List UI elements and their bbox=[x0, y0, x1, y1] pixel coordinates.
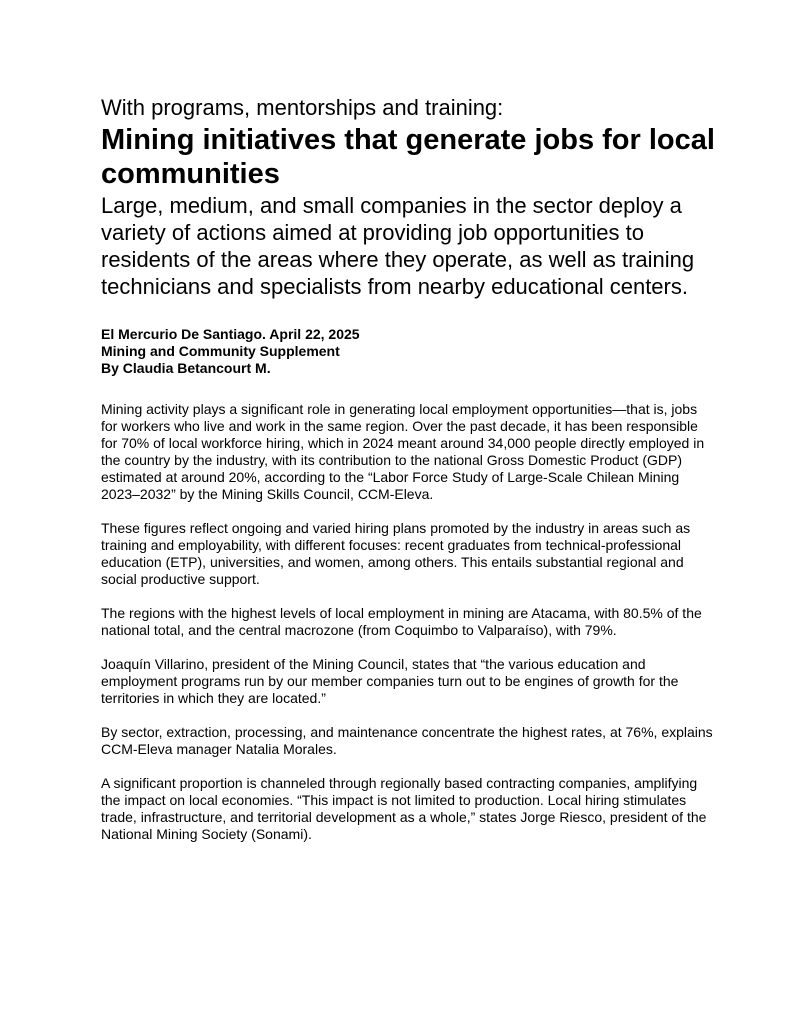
body-paragraph: The regions with the highest levels of local employment in mining are Atacama, with 80.5% of the national total, and the central macrozone (from Coquimbo to Valparaíso), with 79%. bbox=[101, 605, 702, 638]
article bbox=[101, 94, 716, 860]
body-paragraph: Joaquín Villarino, president of the Mining Council, states that “the various education and employment programs run by our member companies turn out to be engines of growth for the territories in which they are located.” bbox=[101, 656, 679, 706]
byline bbox=[101, 326, 716, 377]
article-body bbox=[101, 401, 716, 843]
body-paragraph: Mining activity plays a significant role in generating local employment opportunities—that is, jobs for workers who live and work in the same region. Over the past decade, it has been responsible for 70% of local workforce hiring, which in 2024 meant around 34,000 people directly employed in the country by the industry, with its contribution to the national Gross Domestic Product (GDP) estimated at around 20%, according to the “Labor Force Study of Large-Scale Chilean Mining 2023–2032” by the Mining Skills Council, CCM-Eleva. bbox=[101, 401, 705, 502]
body-paragraph: A significant proportion is channeled through regionally based contracting companies, amplifying the impact on local economies. “This impact is not limited to production. Local hiring stimulates trade, infrastructure, and territorial development as a whole,” states Jorge Riesco, president of the National Mining Society (Sonami). bbox=[101, 775, 707, 842]
body-paragraph: These figures reflect ongoing and varied hiring plans promoted by the industry in areas such as training and employability, with different focuses: recent graduates from technical-professional education (ETP), universities, and women, among others. This entails substantial regional and social productive support. bbox=[101, 520, 691, 587]
body-paragraph: By sector, extraction, processing, and maintenance concentrate the highest rates, at 76%, explains CCM-Eleva manager Natalia Morales. bbox=[101, 724, 713, 757]
byline-source: El Mercurio De Santiago. April 22, 2025 bbox=[101, 326, 360, 342]
byline-author: By Claudia Betancourt M. bbox=[101, 360, 271, 376]
article-headline: Mining initiatives that generate jobs for local communities bbox=[101, 124, 715, 190]
article-kicker: With programs, mentorships and training: bbox=[101, 95, 504, 120]
byline-section: Mining and Community Supplement bbox=[101, 343, 340, 359]
article-deck: Large, medium, and small companies in the sector deploy a variety of actions aimed at providing job opportunities to residents of the areas where they operate, as well as training technicians and specialists from nearby educational centers. bbox=[101, 193, 695, 299]
